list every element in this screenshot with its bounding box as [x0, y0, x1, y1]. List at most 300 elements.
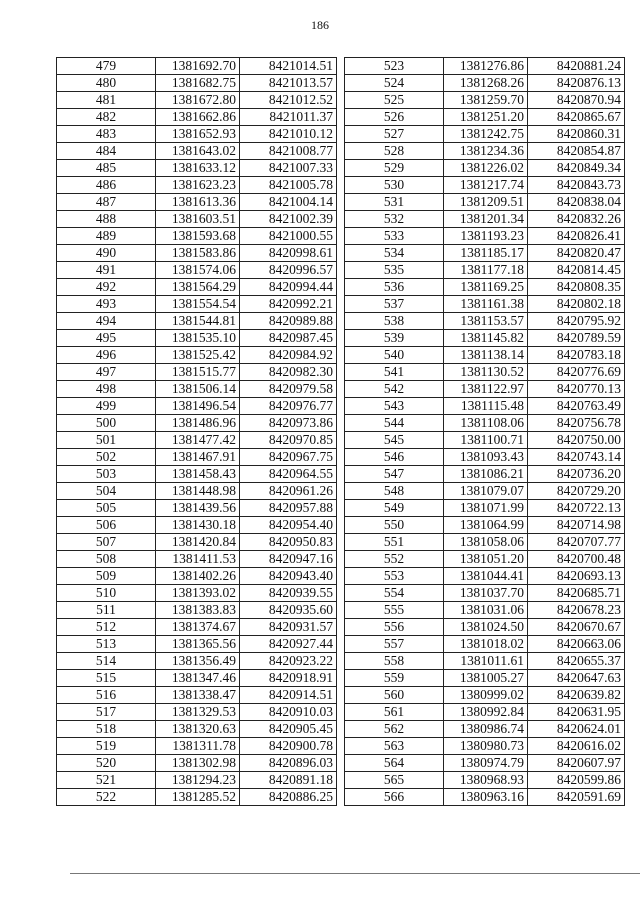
y-coordinate-cell: 8420976.77	[240, 398, 337, 415]
y-coordinate-cell: 8421010.12	[240, 126, 337, 143]
table-row	[57, 313, 337, 330]
x-coordinate-cell: 1381515.77	[156, 364, 240, 381]
page-number: 186	[311, 18, 329, 32]
x-coordinate-cell: 1381079.07	[444, 483, 528, 500]
x-coordinate-cell: 1380986.74	[444, 721, 528, 738]
x-coordinate-cell: 1381458.43	[156, 466, 240, 483]
x-coordinate-cell: 1380974.79	[444, 755, 528, 772]
point-number-cell: 480	[57, 75, 156, 92]
table-row	[345, 330, 625, 347]
x-coordinate-cell: 1381662.86	[156, 109, 240, 126]
point-number-cell: 495	[57, 330, 156, 347]
x-coordinate-cell: 1381226.02	[444, 160, 528, 177]
y-coordinate-cell: 8420886.25	[240, 789, 337, 806]
point-number-cell: 525	[345, 92, 444, 109]
y-coordinate-cell: 8420935.60	[240, 602, 337, 619]
point-number-cell: 514	[57, 653, 156, 670]
point-number-cell: 488	[57, 211, 156, 228]
point-number-cell: 513	[57, 636, 156, 653]
table-row	[345, 92, 625, 109]
y-coordinate-cell: 8420776.69	[528, 364, 625, 381]
point-number-cell: 549	[345, 500, 444, 517]
y-coordinate-cell: 8421005.78	[240, 177, 337, 194]
x-coordinate-cell: 1381138.14	[444, 347, 528, 364]
table-row	[57, 228, 337, 245]
x-coordinate-cell: 1381402.26	[156, 568, 240, 585]
point-number-cell: 555	[345, 602, 444, 619]
point-number-cell: 560	[345, 687, 444, 704]
y-coordinate-cell: 8420905.45	[240, 721, 337, 738]
y-coordinate-cell: 8420693.13	[528, 568, 625, 585]
point-number-cell: 486	[57, 177, 156, 194]
y-coordinate-cell: 8420838.04	[528, 194, 625, 211]
point-number-cell: 504	[57, 483, 156, 500]
x-coordinate-cell: 1381209.51	[444, 194, 528, 211]
y-coordinate-cell: 8420783.18	[528, 347, 625, 364]
y-coordinate-cell: 8420678.23	[528, 602, 625, 619]
x-coordinate-cell: 1381177.18	[444, 262, 528, 279]
point-number-cell: 532	[345, 211, 444, 228]
point-number-cell: 544	[345, 415, 444, 432]
y-coordinate-cell: 8420927.44	[240, 636, 337, 653]
x-coordinate-cell: 1381242.75	[444, 126, 528, 143]
y-coordinate-cell: 8420843.73	[528, 177, 625, 194]
x-coordinate-cell: 1381153.57	[444, 313, 528, 330]
y-coordinate-cell: 8420992.21	[240, 296, 337, 313]
table-row	[345, 364, 625, 381]
y-coordinate-cell: 8420982.30	[240, 364, 337, 381]
y-coordinate-cell: 8420967.75	[240, 449, 337, 466]
y-coordinate-cell: 8420998.61	[240, 245, 337, 262]
point-number-cell: 479	[57, 58, 156, 75]
x-coordinate-cell: 1381302.98	[156, 755, 240, 772]
y-coordinate-cell: 8421007.33	[240, 160, 337, 177]
x-coordinate-cell: 1381329.53	[156, 704, 240, 721]
table-row	[345, 347, 625, 364]
y-coordinate-cell: 8420914.51	[240, 687, 337, 704]
point-number-cell: 503	[57, 466, 156, 483]
x-coordinate-cell: 1381071.99	[444, 500, 528, 517]
y-coordinate-cell: 8420876.13	[528, 75, 625, 92]
table-row	[57, 262, 337, 279]
table-row	[57, 347, 337, 364]
x-coordinate-cell: 1381347.46	[156, 670, 240, 687]
y-coordinate-cell: 8420979.58	[240, 381, 337, 398]
table-row	[345, 126, 625, 143]
table-row	[57, 755, 337, 772]
x-coordinate-cell: 1381593.68	[156, 228, 240, 245]
point-number-cell: 517	[57, 704, 156, 721]
y-coordinate-cell: 8420961.26	[240, 483, 337, 500]
y-coordinate-cell: 8420860.31	[528, 126, 625, 143]
table-row	[57, 109, 337, 126]
x-coordinate-cell: 1381320.63	[156, 721, 240, 738]
table-row	[57, 449, 337, 466]
x-coordinate-cell: 1381692.70	[156, 58, 240, 75]
y-coordinate-cell: 8420973.86	[240, 415, 337, 432]
table-row	[57, 296, 337, 313]
table-row	[57, 585, 337, 602]
table-row	[57, 636, 337, 653]
y-coordinate-cell: 8420923.22	[240, 653, 337, 670]
x-coordinate-cell: 1381259.70	[444, 92, 528, 109]
y-coordinate-cell: 8420939.55	[240, 585, 337, 602]
y-coordinate-cell: 8421000.55	[240, 228, 337, 245]
x-coordinate-cell: 1380968.93	[444, 772, 528, 789]
table-row	[57, 738, 337, 755]
table-row	[345, 772, 625, 789]
table-row	[345, 568, 625, 585]
y-coordinate-cell: 8420670.67	[528, 619, 625, 636]
point-number-cell: 522	[57, 789, 156, 806]
y-coordinate-cell: 8421002.39	[240, 211, 337, 228]
y-coordinate-cell: 8420802.18	[528, 296, 625, 313]
y-coordinate-cell: 8420763.49	[528, 398, 625, 415]
x-coordinate-cell: 1381044.41	[444, 568, 528, 585]
point-number-cell: 491	[57, 262, 156, 279]
x-coordinate-cell: 1381234.36	[444, 143, 528, 160]
x-coordinate-cell: 1381201.34	[444, 211, 528, 228]
point-number-cell: 498	[57, 381, 156, 398]
x-coordinate-cell: 1381356.49	[156, 653, 240, 670]
point-number-cell: 547	[345, 466, 444, 483]
point-number-cell: 519	[57, 738, 156, 755]
table-row	[57, 194, 337, 211]
table-row	[57, 143, 337, 160]
table-row	[57, 568, 337, 585]
x-coordinate-cell: 1381100.71	[444, 432, 528, 449]
point-number-cell: 541	[345, 364, 444, 381]
table-row	[345, 279, 625, 296]
table-row	[345, 211, 625, 228]
y-coordinate-cell: 8421014.51	[240, 58, 337, 75]
x-coordinate-cell: 1381633.12	[156, 160, 240, 177]
point-number-cell: 505	[57, 500, 156, 517]
y-coordinate-cell: 8420631.95	[528, 704, 625, 721]
y-coordinate-cell: 8420599.86	[528, 772, 625, 789]
x-coordinate-cell: 1381420.84	[156, 534, 240, 551]
table-row	[57, 160, 337, 177]
point-number-cell: 524	[345, 75, 444, 92]
x-coordinate-cell: 1381383.83	[156, 602, 240, 619]
y-coordinate-cell: 8420891.18	[240, 772, 337, 789]
table-row	[57, 602, 337, 619]
y-coordinate-cell: 8421008.77	[240, 143, 337, 160]
point-number-cell: 509	[57, 568, 156, 585]
x-coordinate-cell: 1381374.67	[156, 619, 240, 636]
table-row	[57, 58, 337, 75]
x-coordinate-cell: 1380963.16	[444, 789, 528, 806]
table-row	[57, 619, 337, 636]
x-coordinate-cell: 1381506.14	[156, 381, 240, 398]
table-row	[345, 585, 625, 602]
table-row	[57, 279, 337, 296]
point-number-cell: 537	[345, 296, 444, 313]
point-number-cell: 494	[57, 313, 156, 330]
point-number-cell: 540	[345, 347, 444, 364]
x-coordinate-cell: 1381285.52	[156, 789, 240, 806]
x-coordinate-cell: 1380992.84	[444, 704, 528, 721]
table-row	[345, 534, 625, 551]
x-coordinate-cell: 1381122.97	[444, 381, 528, 398]
y-coordinate-cell: 8420743.14	[528, 449, 625, 466]
y-coordinate-cell: 8420714.98	[528, 517, 625, 534]
x-coordinate-cell: 1381093.43	[444, 449, 528, 466]
point-number-cell: 538	[345, 313, 444, 330]
x-coordinate-cell: 1381145.82	[444, 330, 528, 347]
point-number-cell: 559	[345, 670, 444, 687]
x-coordinate-cell: 1380980.73	[444, 738, 528, 755]
y-coordinate-cell: 8420832.26	[528, 211, 625, 228]
x-coordinate-cell: 1381564.29	[156, 279, 240, 296]
point-number-cell: 563	[345, 738, 444, 755]
point-number-cell: 527	[345, 126, 444, 143]
y-coordinate-cell: 8420808.35	[528, 279, 625, 296]
table-row	[345, 619, 625, 636]
y-coordinate-cell: 8420707.77	[528, 534, 625, 551]
y-coordinate-cell: 8420736.20	[528, 466, 625, 483]
x-coordinate-cell: 1381393.02	[156, 585, 240, 602]
point-number-cell: 496	[57, 347, 156, 364]
x-coordinate-cell: 1381477.42	[156, 432, 240, 449]
table-row	[57, 687, 337, 704]
table-row	[57, 245, 337, 262]
table-row	[345, 160, 625, 177]
x-coordinate-cell: 1381672.80	[156, 92, 240, 109]
table-row	[345, 449, 625, 466]
y-coordinate-cell: 8420795.92	[528, 313, 625, 330]
point-number-cell: 520	[57, 755, 156, 772]
point-number-cell: 530	[345, 177, 444, 194]
point-number-cell: 561	[345, 704, 444, 721]
point-number-cell: 515	[57, 670, 156, 687]
y-coordinate-cell: 8420700.48	[528, 551, 625, 568]
table-row	[345, 517, 625, 534]
point-number-cell: 534	[345, 245, 444, 262]
y-coordinate-cell: 8420918.91	[240, 670, 337, 687]
x-coordinate-cell: 1381161.38	[444, 296, 528, 313]
point-number-cell: 502	[57, 449, 156, 466]
point-number-cell: 535	[345, 262, 444, 279]
y-coordinate-cell: 8420865.67	[528, 109, 625, 126]
y-coordinate-cell: 8420954.40	[240, 517, 337, 534]
table-row	[345, 670, 625, 687]
x-coordinate-cell: 1381411.53	[156, 551, 240, 568]
table-row	[57, 466, 337, 483]
x-coordinate-cell: 1381467.91	[156, 449, 240, 466]
table-row	[57, 177, 337, 194]
table-row	[345, 483, 625, 500]
point-number-cell: 553	[345, 568, 444, 585]
point-number-cell: 533	[345, 228, 444, 245]
y-coordinate-cell: 8420947.16	[240, 551, 337, 568]
point-number-cell: 516	[57, 687, 156, 704]
y-coordinate-cell: 8420849.34	[528, 160, 625, 177]
x-coordinate-cell: 1381064.99	[444, 517, 528, 534]
table-row	[57, 92, 337, 109]
point-number-cell: 489	[57, 228, 156, 245]
point-number-cell: 548	[345, 483, 444, 500]
x-coordinate-cell: 1381294.23	[156, 772, 240, 789]
point-number-cell: 521	[57, 772, 156, 789]
x-coordinate-cell: 1381276.86	[444, 58, 528, 75]
y-coordinate-cell: 8420987.45	[240, 330, 337, 347]
table-row	[57, 432, 337, 449]
y-coordinate-cell: 8420756.78	[528, 415, 625, 432]
point-number-cell: 518	[57, 721, 156, 738]
table-row	[345, 687, 625, 704]
y-coordinate-cell: 8420826.41	[528, 228, 625, 245]
point-number-cell: 511	[57, 602, 156, 619]
x-coordinate-cell: 1381217.74	[444, 177, 528, 194]
x-coordinate-cell: 1381623.23	[156, 177, 240, 194]
point-number-cell: 526	[345, 109, 444, 126]
table-row	[345, 194, 625, 211]
y-coordinate-cell: 8420994.44	[240, 279, 337, 296]
x-coordinate-cell: 1381024.50	[444, 619, 528, 636]
x-coordinate-cell: 1381652.93	[156, 126, 240, 143]
point-number-cell: 497	[57, 364, 156, 381]
table-row	[57, 500, 337, 517]
point-number-cell: 500	[57, 415, 156, 432]
y-coordinate-cell: 8420591.69	[528, 789, 625, 806]
y-coordinate-cell: 8420616.02	[528, 738, 625, 755]
y-coordinate-cell: 8420881.24	[528, 58, 625, 75]
point-number-cell: 558	[345, 653, 444, 670]
point-number-cell: 512	[57, 619, 156, 636]
y-coordinate-cell: 8420814.45	[528, 262, 625, 279]
point-number-cell: 556	[345, 619, 444, 636]
point-number-cell: 483	[57, 126, 156, 143]
table-row	[345, 296, 625, 313]
point-number-cell: 484	[57, 143, 156, 160]
table-row	[57, 75, 337, 92]
x-coordinate-cell: 1381115.48	[444, 398, 528, 415]
point-number-cell: 482	[57, 109, 156, 126]
x-coordinate-cell: 1381603.51	[156, 211, 240, 228]
x-coordinate-cell: 1381169.25	[444, 279, 528, 296]
point-number-cell: 528	[345, 143, 444, 160]
table-row	[57, 704, 337, 721]
table-row	[57, 126, 337, 143]
x-coordinate-cell: 1381011.61	[444, 653, 528, 670]
point-number-cell: 531	[345, 194, 444, 211]
table-row	[345, 721, 625, 738]
table-row	[345, 551, 625, 568]
table-row	[345, 602, 625, 619]
x-coordinate-cell: 1381005.27	[444, 670, 528, 687]
x-coordinate-cell: 1381486.96	[156, 415, 240, 432]
y-coordinate-cell: 8420984.92	[240, 347, 337, 364]
point-number-cell: 554	[345, 585, 444, 602]
x-coordinate-cell: 1381496.54	[156, 398, 240, 415]
table-row	[57, 415, 337, 432]
point-number-cell: 557	[345, 636, 444, 653]
y-coordinate-cell: 8420750.00	[528, 432, 625, 449]
point-number-cell: 523	[345, 58, 444, 75]
point-number-cell: 552	[345, 551, 444, 568]
x-coordinate-cell: 1381448.98	[156, 483, 240, 500]
y-coordinate-cell: 8421012.52	[240, 92, 337, 109]
point-number-cell: 499	[57, 398, 156, 415]
y-coordinate-cell: 8420663.06	[528, 636, 625, 653]
y-coordinate-cell: 8420957.88	[240, 500, 337, 517]
table-row	[57, 211, 337, 228]
point-number-cell: 564	[345, 755, 444, 772]
table-row	[57, 364, 337, 381]
x-coordinate-cell: 1381058.06	[444, 534, 528, 551]
x-coordinate-cell: 1381311.78	[156, 738, 240, 755]
point-number-cell: 562	[345, 721, 444, 738]
point-number-cell: 566	[345, 789, 444, 806]
x-coordinate-cell: 1381613.36	[156, 194, 240, 211]
table-row	[345, 653, 625, 670]
table-row	[57, 330, 337, 347]
table-row	[345, 177, 625, 194]
x-coordinate-cell: 1381086.21	[444, 466, 528, 483]
x-coordinate-cell: 1381682.75	[156, 75, 240, 92]
table-row	[345, 262, 625, 279]
table-row	[57, 483, 337, 500]
x-coordinate-cell: 1381193.23	[444, 228, 528, 245]
coordinates-table-left	[56, 57, 337, 806]
table-row	[345, 313, 625, 330]
point-number-cell: 539	[345, 330, 444, 347]
table-row	[345, 466, 625, 483]
y-coordinate-cell: 8420964.55	[240, 466, 337, 483]
y-coordinate-cell: 8420996.57	[240, 262, 337, 279]
table-row	[345, 500, 625, 517]
y-coordinate-cell: 8420624.01	[528, 721, 625, 738]
y-coordinate-cell: 8420729.20	[528, 483, 625, 500]
table-row	[57, 789, 337, 806]
x-coordinate-cell: 1381130.52	[444, 364, 528, 381]
y-coordinate-cell: 8420722.13	[528, 500, 625, 517]
table-row	[345, 755, 625, 772]
y-coordinate-cell: 8420900.78	[240, 738, 337, 755]
table-row	[345, 228, 625, 245]
table-row	[345, 381, 625, 398]
y-coordinate-cell: 8420655.37	[528, 653, 625, 670]
coordinates-table-right	[344, 57, 625, 806]
point-number-cell: 501	[57, 432, 156, 449]
y-coordinate-cell: 8420607.97	[528, 755, 625, 772]
point-number-cell: 551	[345, 534, 444, 551]
table-row	[345, 432, 625, 449]
x-coordinate-cell: 1381583.86	[156, 245, 240, 262]
table-row	[345, 109, 625, 126]
table-row	[345, 738, 625, 755]
x-coordinate-cell: 1381108.06	[444, 415, 528, 432]
y-coordinate-cell: 8420854.87	[528, 143, 625, 160]
x-coordinate-cell: 1381051.20	[444, 551, 528, 568]
point-number-cell: 487	[57, 194, 156, 211]
y-coordinate-cell: 8420950.83	[240, 534, 337, 551]
point-number-cell: 543	[345, 398, 444, 415]
x-coordinate-cell: 1381525.42	[156, 347, 240, 364]
x-coordinate-cell: 1381365.56	[156, 636, 240, 653]
y-coordinate-cell: 8420685.71	[528, 585, 625, 602]
y-coordinate-cell: 8420970.85	[240, 432, 337, 449]
y-coordinate-cell: 8420896.03	[240, 755, 337, 772]
y-coordinate-cell: 8420910.03	[240, 704, 337, 721]
x-coordinate-cell: 1381554.54	[156, 296, 240, 313]
table-row	[345, 636, 625, 653]
y-coordinate-cell: 8420943.40	[240, 568, 337, 585]
y-coordinate-cell: 8420770.13	[528, 381, 625, 398]
x-coordinate-cell: 1381574.06	[156, 262, 240, 279]
point-number-cell: 485	[57, 160, 156, 177]
